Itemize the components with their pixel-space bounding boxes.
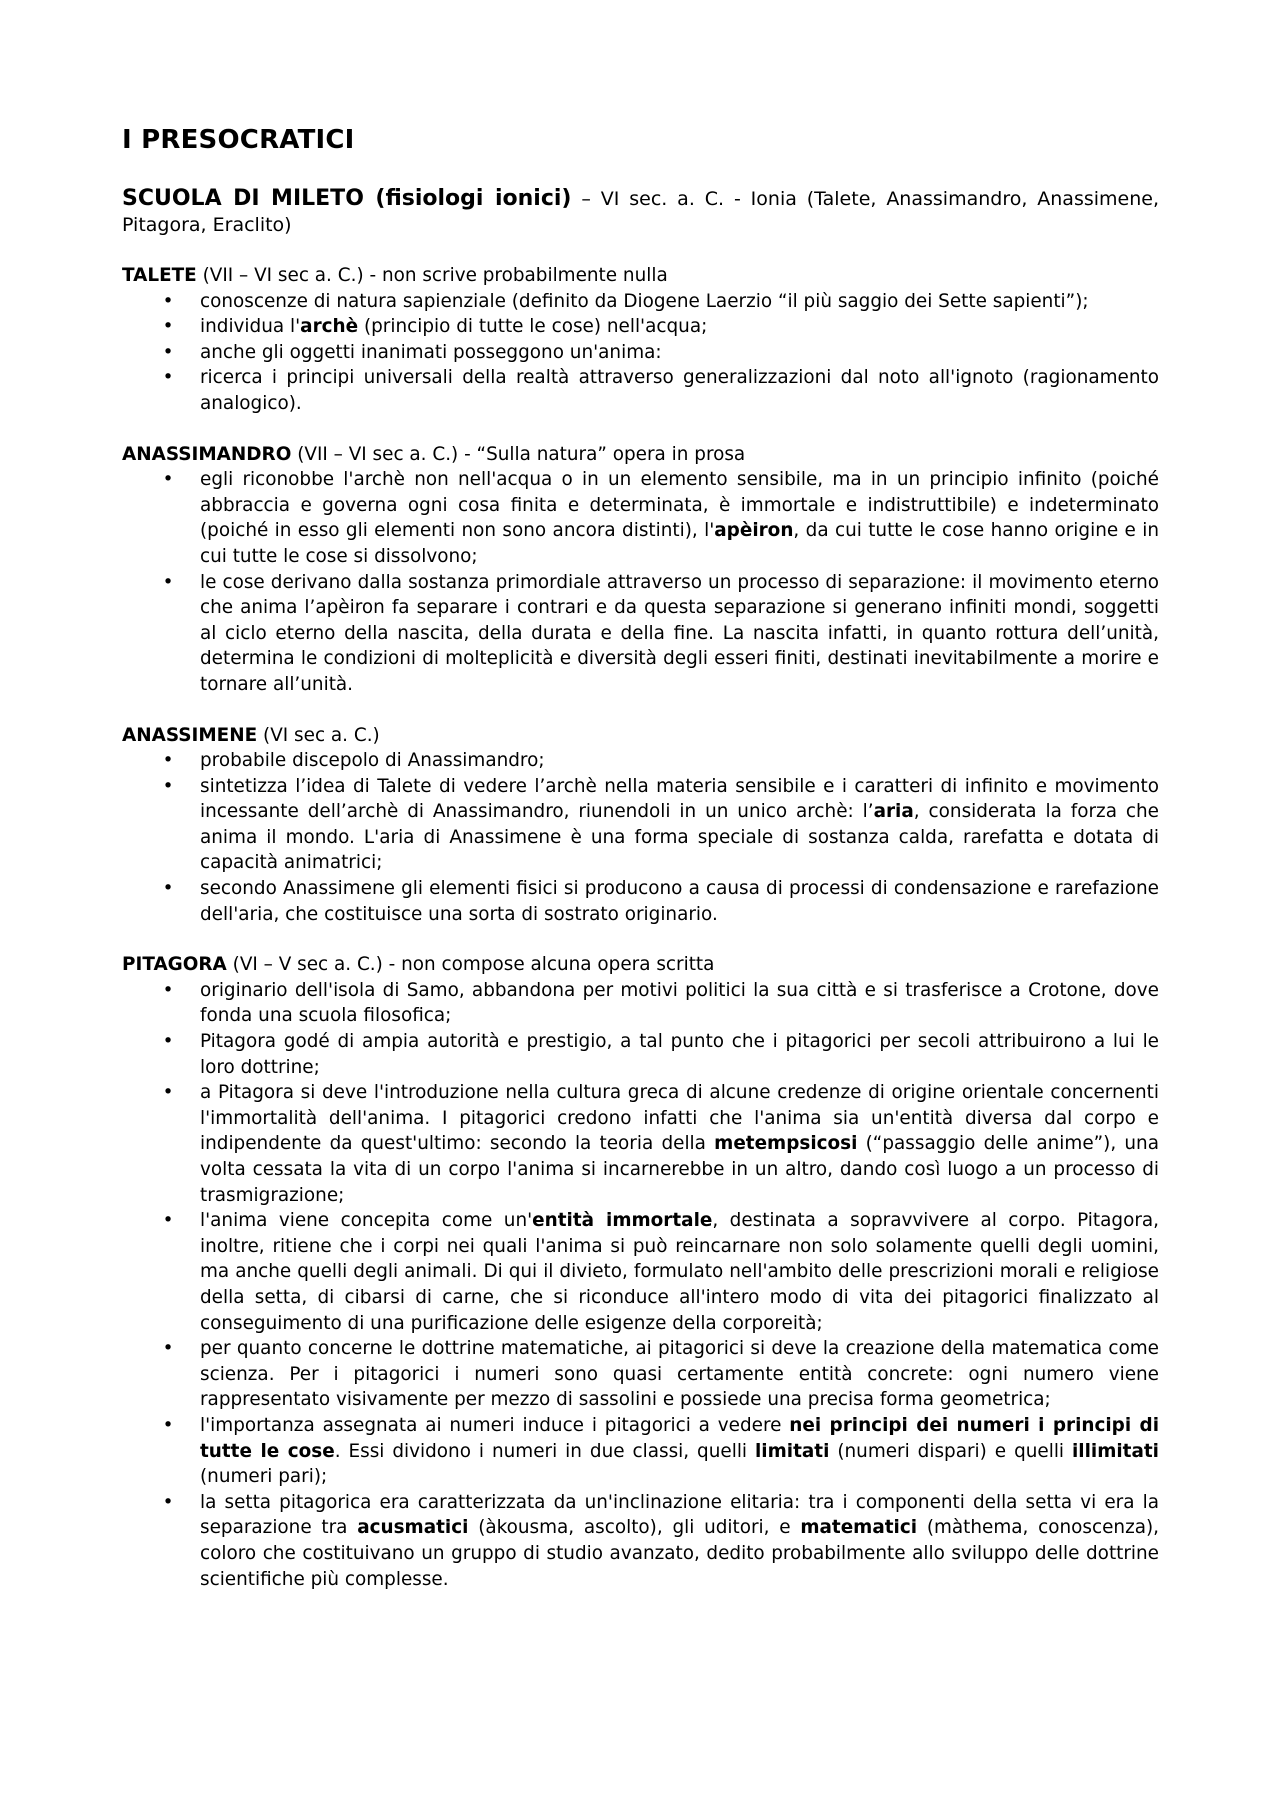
text-run: anche gli oggetti inanimati posseggono un'anima:: [200, 341, 662, 363]
text-run: la setta pitagorica era caratterizzata da un'inclinazione elitaria: tra i componenti della setta vi era la separazione tra: [200, 1491, 1159, 1539]
list-item: [122, 774, 1159, 876]
text-run: , da cui tutte le cose hanno origine e in cui tutte le cose si dissolvono;: [200, 520, 1159, 567]
section-pitagora: [122, 952, 1159, 1592]
philosopher-sections: [122, 263, 1159, 1592]
list-item: [122, 467, 1159, 569]
text-run: probabile discepolo di Anassimandro;: [200, 750, 545, 772]
section-heading: [122, 442, 1159, 468]
list-item: [122, 748, 1159, 774]
list-item: [122, 289, 1159, 315]
text-run: (numeri pari);: [200, 1466, 328, 1488]
philosopher-name: TALETE: [122, 265, 197, 286]
text-run: Pitagora godé di ampia autorità e prestigio, a tal punto che i pitagorici per secoli attribuirono a lui le loro dottrine;: [200, 1031, 1159, 1078]
text-run: individua l': [200, 316, 301, 338]
school-description: – VI sec. a. C. - Ionia (Talete, Anassimandro, Anassimene, Pitagora, Eraclito): [122, 188, 1159, 236]
bullet-icon: •: [162, 290, 174, 312]
section-subtitle: (VI – V sec a. C.) - non compose alcuna opera scritta: [226, 954, 715, 976]
bullet-icon: •: [162, 1210, 174, 1232]
bullet-icon: •: [162, 1338, 174, 1360]
bullet-icon: •: [162, 469, 174, 491]
list-item: [122, 1080, 1159, 1208]
section-anassimene: [122, 723, 1159, 928]
text-run: , destinata a sopravvivere al corpo. Pitagora, inoltre, ritiene che i corpi nei quali l'anima si può reincarnare non solo solamente quelli degli uomini, ma anche quelli degli animali. Di qui il divieto, formulato nell'ambito delle prescrizioni morali e religiose della setta, di cibarsi di carne, che si riconduce all'intero modo di vita dei pitagorici finalizzato al conseguimento di una purificazione delle esigenze della corporeità;: [200, 1210, 1159, 1334]
philosopher-name: ANASSIMENE: [122, 724, 258, 746]
text-run: le cose derivano dalla sostanza primordiale attraverso un processo di separazione: il movimento eterno che anima l’apèiron fa separare i contrari e da questa separazione si generano infiniti mondi, soggetti al ciclo eterno della nascita, della durata e della fine. La nascita infatti, in quanto rottura dell’unità, determina le condizioni di molteplicità e diversità degli esseri finiti, destinati inevitabilmente a morire e tornare all’unità.: [200, 571, 1159, 695]
bold-term: nei principi dei numeri i principi di tutte le cose: [200, 1414, 1159, 1462]
text-run: per quanto concerne le dottrine matematiche, ai pitagorici si deve la creazione della matematica come scienza. Per i pitagorici i numeri sono quasi certamente entità concrete: ogni numero viene rappresentato visivamente per mezzo di sassolini e possiede una precisa forma geometrica;: [200, 1338, 1159, 1411]
bullet-icon: •: [162, 367, 174, 389]
list-item: [122, 1336, 1159, 1413]
list-item: [122, 314, 1159, 340]
bold-term: metempsicosi: [714, 1133, 858, 1155]
bullet-list: [122, 978, 1159, 1592]
section-subtitle: (VII – VI sec a. C.) - “Sulla natura” opera in prosa: [291, 443, 746, 465]
bold-term: entità immortale: [532, 1210, 713, 1232]
text-run: secondo Anassimene gli elementi fisici si producono a causa di processi di condensazione e rarefazione dell'aria, che costituisce una sorta di sostrato originario.: [200, 878, 1159, 925]
section-subtitle: (VI sec a. C.): [257, 724, 380, 746]
text-run: (màthema, conoscenza), coloro che costituivano un gruppo di studio avanzato, dedito probabilmente allo sviluppo delle dottrine scientifiche più complesse.: [200, 1517, 1160, 1590]
bullet-icon: •: [162, 341, 174, 363]
philosopher-name: PITAGORA: [122, 954, 227, 976]
text-run: sintetizza l’idea di Talete di vedere l’archè nella materia sensibile e i caratteri di infinito e movimento incessante dell’archè di Anassimandro, riunendoli in un unico archè: l’: [200, 775, 1159, 823]
bullet-icon: •: [162, 1031, 174, 1053]
bullet-icon: •: [162, 1082, 174, 1104]
school-heading: SCUOLA DI MILETO (fisiologi ionici): [122, 186, 572, 211]
philosopher-name: ANASSIMANDRO: [122, 443, 292, 465]
list-item: [122, 1490, 1159, 1592]
text-run: a Pitagora si deve l'introduzione nella cultura greca di alcune credenze di origine orientale concernenti l'immortalità dell'anima. I pitagorici credono infatti che l'anima sia un'entità diversa dal corpo e indipendente da quest'ultimo: secondo la teoria della: [200, 1082, 1159, 1155]
text-run: (numeri dispari) e quelli: [829, 1440, 1072, 1462]
text-run: (àkousma, ascolto), gli uditori, e: [468, 1517, 801, 1539]
section-talete: [122, 263, 1159, 417]
bullet-icon: •: [162, 979, 174, 1001]
bullet-icon: •: [162, 316, 174, 338]
bullet-icon: •: [162, 1414, 174, 1436]
bold-term: limitati: [755, 1440, 830, 1462]
document-page: [122, 120, 1159, 1617]
text-run: originario dell'isola di Samo, abbandona per motivi politici la sua città e si trasferisce a Crotone, dove fonda una scuola filosofica;: [200, 979, 1159, 1027]
bullet-list: [122, 467, 1159, 697]
list-item: [122, 570, 1159, 698]
bullet-icon: •: [162, 878, 174, 900]
text-run: . Essi dividono i numeri in due classi, quelli: [334, 1440, 755, 1462]
text-run: l'anima viene concepita come un': [200, 1210, 533, 1232]
section-anassimandro: [122, 442, 1159, 698]
bullet-icon: •: [162, 1491, 174, 1513]
text-run: (“passaggio delle anime”), una volta cessata la vita di un corpo l'anima si incarnerebbe in un altro, dando così luogo a un processo di trasmigrazione;: [200, 1133, 1159, 1206]
section-heading: [122, 723, 1159, 749]
bullet-icon: •: [162, 571, 174, 593]
text-run: egli riconobbe l'archè non nell'acqua o in un elemento sensibile, ma in un principio infinito (poiché abbraccia e governa ogni cosa finita e determinata, è immortale e indistruttibile) e indeterminato (poiché in esso gli elementi non sono ancora distinti), l': [200, 469, 1159, 542]
text-run: ricerca i principi universali della realtà attraverso generalizzazioni dal noto all'ignoto (ragionamento analogico).: [200, 367, 1159, 414]
section-heading: [122, 263, 1159, 289]
text-run: l'importanza assegnata ai numeri induce i pitagorici a vedere: [200, 1414, 790, 1436]
bold-term: aria: [873, 801, 914, 823]
bullet-icon: •: [162, 775, 174, 797]
bullet-list: [122, 289, 1159, 417]
bold-term: archè: [300, 316, 359, 338]
section-heading: [122, 952, 1159, 978]
list-item: [122, 1413, 1159, 1490]
section-subtitle: (VII – VI sec a. C.) - non scrive probabilmente nulla: [196, 265, 668, 286]
bullet-icon: •: [162, 750, 174, 772]
text-run: (principio di tutte le cose) nell'acqua;: [358, 316, 708, 338]
bullet-list: [122, 748, 1159, 927]
list-item: [122, 978, 1159, 1029]
list-item: [122, 1029, 1159, 1080]
bold-term: acusmatici: [357, 1517, 469, 1539]
list-item: [122, 876, 1159, 927]
bold-term: illimitati: [1072, 1440, 1159, 1462]
bold-term: apèiron: [714, 520, 794, 542]
list-item: [122, 365, 1159, 416]
page-title: I PRESOCRATICI: [122, 125, 355, 155]
text-run: conoscenze di natura sapienziale (definito da Diogene Laerzio “il più saggio dei Sette sapienti”);: [200, 290, 1089, 312]
list-item: [122, 1208, 1159, 1336]
school-intro: [122, 186, 1159, 238]
text-run: , considerata la forza che anima il mondo. L'aria di Anassimene è una forma speciale di sostanza calda, rarefatta e dotata di capacità animatrici;: [200, 801, 1159, 874]
list-item: [122, 340, 1159, 366]
bold-term: matematici: [800, 1517, 918, 1539]
